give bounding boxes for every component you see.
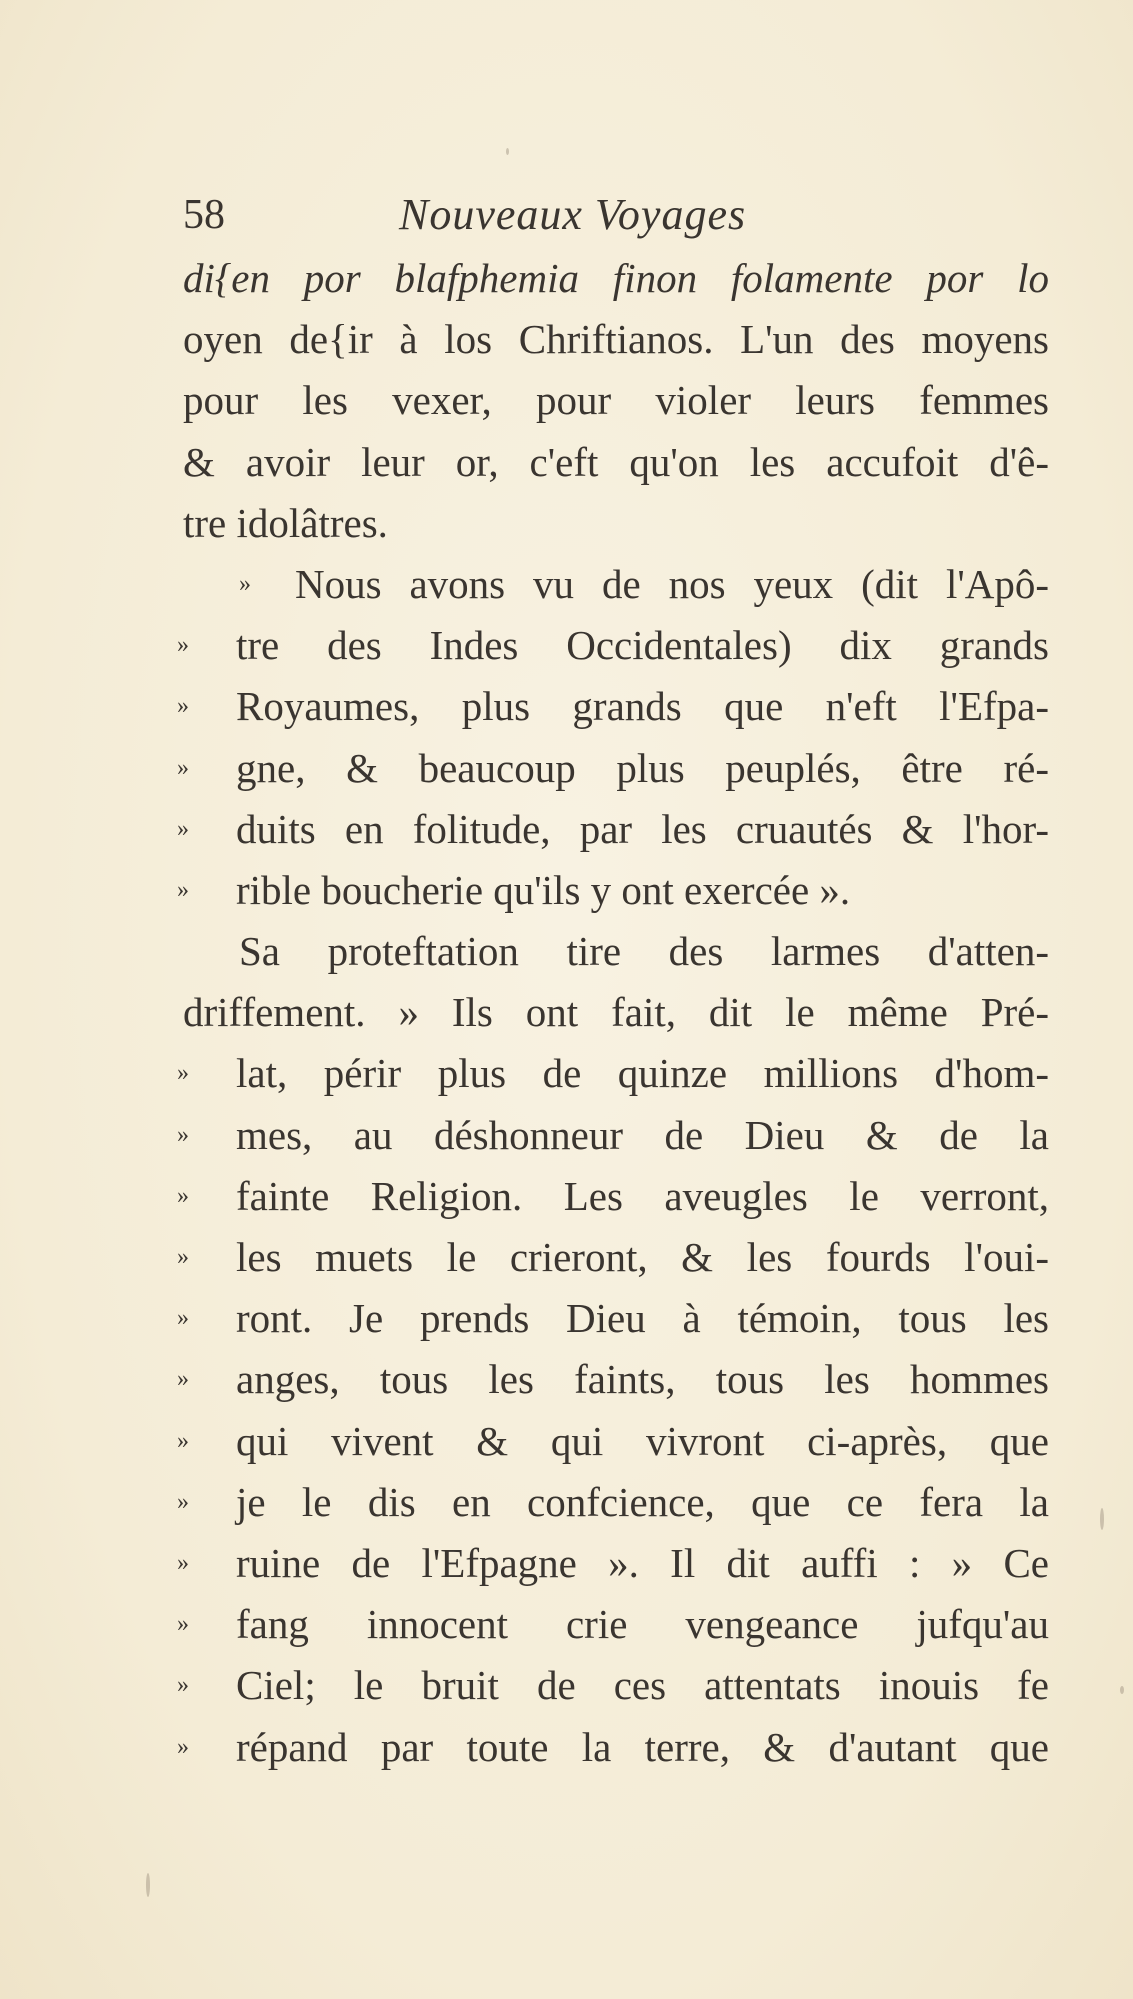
text-line-2: oyen de{ir à los Chriftianos. L'un des moyens: [183, 316, 1049, 363]
quote-mark: »: [177, 876, 189, 903]
quote-mark: »: [177, 1488, 189, 1515]
paper-speck: [506, 148, 509, 155]
quote-mark: »: [177, 1672, 189, 1699]
quote-mark: »: [177, 1305, 189, 1332]
quote-mark: »: [177, 1611, 189, 1638]
quote-mark: »: [177, 1549, 189, 1576]
running-title: Nouveaux Voyages: [399, 190, 747, 239]
text-line-4: & avoir leur or, c'eft qu'on les accufoit d'ê-: [183, 438, 1049, 485]
text-line-20: » qui vivent & qui vivront ci-après, que: [183, 1411, 1049, 1472]
page-header: [183, 180, 1043, 250]
quote-mark: »: [177, 632, 189, 659]
quote-mark: »: [177, 1244, 189, 1270]
text-line-10: » duits en folitude, par les cruautés & l'hor-: [183, 799, 1049, 860]
text-line-19: » anges, tous les faints, tous les hommes: [183, 1349, 1049, 1410]
quote-mark: »: [177, 1060, 189, 1087]
text-line-24: » Ciel; le bruit de ces attentats inouis fe: [183, 1655, 1049, 1716]
text-line-3: pour les vexer, pour violer leurs femmes: [183, 377, 1049, 424]
text-line-16: » fainte Religion. Les aveugles le verront,: [183, 1166, 1049, 1227]
text-line-12: Sa proteftation tire des larmes d'atten-: [239, 928, 1049, 975]
text-line-9: » gne, & beaucoup plus peuplés, être ré-: [183, 738, 1049, 799]
text-body: [177, 248, 1049, 1778]
text-line-17: » les muets le crieront, & les fourds l'oui-: [183, 1227, 1049, 1288]
text-line-23: » fang innocent crie vengeance jufqu'au: [183, 1594, 1049, 1655]
quote-mark: »: [177, 1182, 189, 1209]
text-line-1: di{en por blafphemia finon folamente por lo: [183, 255, 1049, 301]
text-line-7: » tre des Indes Occidentales) dix grands: [183, 615, 1049, 676]
text-line-21: » je le dis en confcience, que ce fera la: [183, 1472, 1049, 1533]
quote-mark: »: [177, 1733, 189, 1760]
text-line-15: » mes, au déshonneur de Dieu & de la: [183, 1105, 1049, 1166]
text-line-8: » Royaumes, plus grands que n'eft l'Efpa-: [183, 676, 1049, 737]
quote-mark: »: [177, 693, 189, 720]
quote-mark: »: [177, 1366, 189, 1393]
paper-speck: [146, 1873, 150, 1897]
text-line-13: driffement. » Ils ont fait, dit le même Pré-: [183, 989, 1049, 1036]
text-line-14: » lat, périr plus de quinze millions d'hom-: [183, 1043, 1049, 1104]
paper-speck: [1100, 1508, 1104, 1530]
paper-speck: [1120, 1686, 1124, 1694]
page-number: 58: [183, 192, 225, 238]
quote-mark: »: [239, 570, 251, 597]
quote-mark: »: [177, 815, 189, 842]
quote-mark: »: [177, 1121, 189, 1148]
text-line-18: » ront. Je prends Dieu à témoin, tous les: [183, 1288, 1049, 1349]
text-line-5: tre idolâtres.: [183, 499, 388, 546]
text-line-11: » rible boucherie qu'ils y ont exercée ».: [183, 860, 1049, 921]
text-line-6: » Nous avons vu de nos yeux (dit l'Apô-: [183, 554, 1049, 615]
quote-mark: »: [177, 1427, 189, 1454]
text-line-22: » ruine de l'Efpagne ». Il dit auffi : » Ce: [183, 1533, 1049, 1594]
quote-mark: »: [177, 754, 189, 781]
text-line-25: » répand par toute la terre, & d'autant que: [183, 1717, 1049, 1778]
